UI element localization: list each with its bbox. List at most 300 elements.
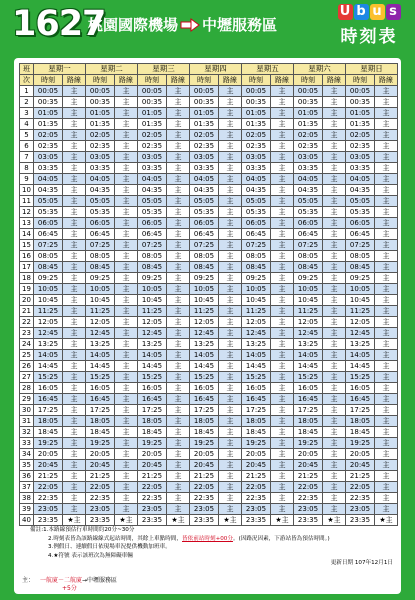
departure-time: 14:05 [138,350,167,361]
notes-line-2 [30,535,395,544]
time-column-header: 時刻 [34,75,63,86]
route-code: 主 [323,196,346,207]
route-column-header: 路線 [375,75,398,86]
origin-name: 桃園國際機場 [88,16,179,34]
route-code: 主 [375,328,398,339]
route-column-header: 路線 [115,75,138,86]
route-code: 主 [63,427,86,438]
departure-time: 12:05 [86,317,115,328]
route-code: 主 [271,306,294,317]
departure-time: 06:05 [138,218,167,229]
route-code: 主 [271,207,294,218]
departure-time: 04:05 [190,174,219,185]
route-code: 主 [271,493,294,504]
route-code: 主 [375,119,398,130]
note-item: 4.★符號 表示該班次為無障礙車輛 [48,552,133,559]
trip-number: 9 [20,174,34,185]
departure-time: 08:05 [138,251,167,262]
departure-time: 03:35 [294,163,323,174]
departure-time: 03:05 [190,152,219,163]
trip-number: 28 [20,383,34,394]
table-row [20,449,398,460]
route-code: 主 [323,240,346,251]
departure-time: 23:35 [242,515,271,526]
route-code: 主 [115,207,138,218]
route-code: 主 [63,163,86,174]
route-code: 主 [323,185,346,196]
departure-time: 18:05 [346,416,375,427]
departure-time: 21:25 [190,471,219,482]
route-code: 主 [63,251,86,262]
departure-time: 22:05 [138,482,167,493]
route-code: 主 [63,405,86,416]
departure-time: 21:25 [294,471,323,482]
departure-time: 12:45 [190,328,219,339]
route-code: 主 [271,86,294,97]
route-code: 主 [375,196,398,207]
table-row [20,482,398,493]
departure-time: 14:05 [86,350,115,361]
route-code: 主 [323,427,346,438]
trip-number: 4 [20,119,34,130]
departure-time: 08:05 [190,251,219,262]
departure-time: 06:45 [242,229,271,240]
route-code: 主 [219,97,242,108]
trip-number: 1 [20,86,34,97]
departure-time: 05:35 [190,207,219,218]
route-code: 主 [375,130,398,141]
route-code: 主 [167,504,190,515]
route-code: 主 [115,97,138,108]
route-code: 主 [115,361,138,372]
note-item: 1.本路線預估行車時間約20分~30分 [43,527,135,533]
departure-time: 19:25 [86,438,115,449]
departure-time: 00:05 [294,86,323,97]
route-code: 主 [375,141,398,152]
route-code: 主 [323,504,346,515]
route-code: 主 [115,218,138,229]
departure-time: 20:45 [242,460,271,471]
departure-time: 02:35 [242,141,271,152]
departure-time: 16:05 [34,383,63,394]
departure-time: 07:25 [294,240,323,251]
route-code: 主 [323,405,346,416]
departure-time: 03:35 [138,163,167,174]
route-code: 主 [219,383,242,394]
route-code: 主 [219,86,242,97]
departure-time: 20:45 [294,460,323,471]
departure-time: 23:05 [346,504,375,515]
route-code: 主 [271,284,294,295]
table-row [20,174,398,185]
day-header: 星期日 [346,64,398,75]
index-header-top: 班 [20,64,34,75]
table-row [20,504,398,515]
departure-time: 08:45 [294,262,323,273]
route-code: 主 [219,328,242,339]
departure-time: 23:35 [138,515,167,526]
departure-time: 02:05 [86,130,115,141]
departure-time: 20:05 [190,449,219,460]
departure-time: 16:05 [242,383,271,394]
table-row [20,141,398,152]
departure-time: 04:05 [138,174,167,185]
departure-time: 03:05 [242,152,271,163]
route-code: 主 [271,163,294,174]
table-row [20,86,398,97]
departure-time: 06:45 [34,229,63,240]
route-code: 主 [63,416,86,427]
route-code: 主 [167,119,190,130]
departure-time: 04:35 [34,185,63,196]
departure-time: 10:05 [138,284,167,295]
timetable-body [20,86,398,526]
route-code: 主 [375,449,398,460]
brand-letter: u [370,4,385,20]
route-code: 主 [375,229,398,240]
route-column-header: 路線 [63,75,86,86]
time-column-header: 時刻 [346,75,375,86]
departure-time: 15:25 [190,372,219,383]
route-code: 主 [271,350,294,361]
departure-time: 10:45 [294,295,323,306]
departure-time: 08:05 [346,251,375,262]
route-code: 主 [115,416,138,427]
route-code: 主 [375,372,398,383]
departure-time: 21:25 [346,471,375,482]
departure-time: 05:05 [190,196,219,207]
departure-time: 18:05 [86,416,115,427]
route-code: 主 [271,174,294,185]
trip-number: 23 [20,328,34,339]
departure-time: 16:45 [294,394,323,405]
departure-time: 07:25 [190,240,219,251]
route-code: 主 [63,317,86,328]
route-code: 主 [63,240,86,251]
route-code: ★主 [219,515,242,526]
timetable-sheet [14,58,401,594]
note-item-red: 皆依前站時刻+00分 [182,535,233,542]
route-code: 主 [323,97,346,108]
route-code: 主 [219,339,242,350]
departure-time: 20:05 [86,449,115,460]
route-code: 主 [375,405,398,416]
route-code: 主 [219,306,242,317]
trip-number: 17 [20,262,34,273]
departure-time: 10:45 [242,295,271,306]
route-code: 主 [323,438,346,449]
departure-time: 09:25 [138,273,167,284]
departure-time: 13:25 [34,339,63,350]
departure-time: 20:45 [190,460,219,471]
departure-time: 05:35 [242,207,271,218]
table-row [20,372,398,383]
departure-time: 18:45 [34,427,63,438]
departure-time: 01:35 [138,119,167,130]
departure-time: 12:05 [138,317,167,328]
departure-time: 07:25 [34,240,63,251]
departure-time: 02:35 [34,141,63,152]
departure-time: 17:25 [34,405,63,416]
route-code: 主 [167,141,190,152]
route-code: 主 [375,394,398,405]
departure-time: 23:35 [34,515,63,526]
route-code: 主 [115,339,138,350]
departure-time: 16:45 [34,394,63,405]
departure-time: 01:05 [294,108,323,119]
departure-time: 03:05 [86,152,115,163]
route-code: 主 [271,383,294,394]
departure-time: 06:05 [242,218,271,229]
route-code: 主 [63,372,86,383]
time-column-header: 時刻 [190,75,219,86]
departure-time: 04:05 [346,174,375,185]
trip-number: 33 [20,438,34,449]
route-code: 主 [63,152,86,163]
departure-time: 01:35 [346,119,375,130]
route-code: 主 [271,471,294,482]
departure-time: 00:35 [138,97,167,108]
route-code: 主 [63,207,86,218]
route-code: 主 [167,185,190,196]
route-code: 主 [271,97,294,108]
route-code: 主 [115,471,138,482]
departure-time: 11:25 [86,306,115,317]
route-code: 主 [63,394,86,405]
departure-time: 10:05 [190,284,219,295]
departure-time: 14:45 [138,361,167,372]
departure-time: 00:35 [294,97,323,108]
route-code: 主 [63,141,86,152]
route-code: 主 [115,86,138,97]
route-code: 主 [219,163,242,174]
route-code: 主 [167,306,190,317]
route-code: 主 [375,339,398,350]
note-item: 3.例假日、連續假日依現場車況提供機動加班車。 [48,544,171,551]
route-code: 主 [167,328,190,339]
route-code: ★主 [271,515,294,526]
route-code: 主 [219,504,242,515]
departure-time: 00:35 [34,97,63,108]
departure-time: 09:25 [294,273,323,284]
departure-time: 11:25 [190,306,219,317]
trip-number: 27 [20,372,34,383]
route-code: 主 [115,317,138,328]
route-code: 主 [219,119,242,130]
table-row [20,130,398,141]
route-code: 主 [323,460,346,471]
route-code: 主 [375,108,398,119]
brand-box [331,4,407,48]
departure-time: 08:45 [138,262,167,273]
trip-number: 6 [20,141,34,152]
table-row [20,97,398,108]
departure-time: 12:45 [138,328,167,339]
departure-time: 22:05 [34,482,63,493]
destination-name: 中壢服務區 [202,16,278,34]
departure-time: 22:35 [34,493,63,504]
route-code: 主 [115,174,138,185]
departure-time: 16:45 [138,394,167,405]
route-code: 主 [115,284,138,295]
route-code: 主 [63,218,86,229]
route-code: 主 [323,471,346,482]
route-code: 主 [375,207,398,218]
departure-time: 08:05 [242,251,271,262]
departure-time: 18:05 [34,416,63,427]
route-code: 主 [271,504,294,515]
departure-time: 01:05 [190,108,219,119]
arrow-right-icon [180,18,200,32]
legend-offset: +5分 [62,585,77,592]
route-code: 主 [323,174,346,185]
departure-time: 12:05 [294,317,323,328]
departure-time: 18:05 [190,416,219,427]
departure-time: 22:05 [346,482,375,493]
departure-time: 18:05 [294,416,323,427]
route-code: 主 [219,361,242,372]
route-code: 主 [115,449,138,460]
departure-time: 06:45 [138,229,167,240]
route-code: 主 [167,218,190,229]
route-code: 主 [63,328,86,339]
trip-number: 16 [20,251,34,262]
trip-number: 2 [20,97,34,108]
route-code: 主 [167,361,190,372]
route-code: 主 [323,86,346,97]
route-code: 主 [323,339,346,350]
route-code: 主 [323,218,346,229]
table-row [20,361,398,372]
legend-area [22,575,399,594]
departure-time: 05:35 [34,207,63,218]
legend-route-red: 一航廈－二航廈 [40,577,83,584]
route-code: 主 [219,262,242,273]
route-code: 主 [115,119,138,130]
departure-time: 06:05 [86,218,115,229]
table-row [20,108,398,119]
route-code: 主 [323,207,346,218]
departure-time: 11:25 [242,306,271,317]
departure-time: 06:05 [346,218,375,229]
departure-time: 09:25 [346,273,375,284]
route-code: 主 [271,394,294,405]
route-code: 主 [167,130,190,141]
route-code: 主 [271,251,294,262]
departure-time: 12:05 [346,317,375,328]
route-code: 主 [271,240,294,251]
trip-number: 35 [20,460,34,471]
route-code: 主 [115,493,138,504]
departure-time: 09:25 [190,273,219,284]
trip-number: 10 [20,185,34,196]
departure-time: 14:45 [346,361,375,372]
table-row [20,284,398,295]
route-code: 主 [167,460,190,471]
route-code: 主 [63,97,86,108]
departure-time: 00:05 [190,86,219,97]
departure-time: 04:35 [190,185,219,196]
route-code: 主 [323,383,346,394]
route-code: 主 [115,229,138,240]
route-code: 主 [375,482,398,493]
day-header: 星期六 [294,64,346,75]
departure-time: 20:45 [346,460,375,471]
departure-time: 03:35 [346,163,375,174]
table-row [20,119,398,130]
route-code: 主 [219,130,242,141]
route-code: 主 [63,273,86,284]
departure-time: 23:35 [294,515,323,526]
departure-time: 08:45 [86,262,115,273]
departure-time: 01:05 [86,108,115,119]
route-code: 主 [167,251,190,262]
route-code: 主 [375,438,398,449]
route-code: 主 [271,229,294,240]
route-code: 主 [271,449,294,460]
route-code: 主 [63,130,86,141]
departure-time: 21:25 [34,471,63,482]
departure-time: 04:35 [138,185,167,196]
departure-time: 08:45 [190,262,219,273]
departure-time: 23:05 [138,504,167,515]
departure-time: 11:25 [138,306,167,317]
route-code: 主 [271,339,294,350]
route-code: 主 [115,196,138,207]
trip-number: 12 [20,207,34,218]
departure-time: 13:25 [242,339,271,350]
route-code: 主 [219,427,242,438]
route-code: 主 [323,306,346,317]
departure-time: 16:45 [86,394,115,405]
departure-time: 11:25 [294,306,323,317]
route-code: 主 [375,251,398,262]
departure-time: 00:05 [242,86,271,97]
trip-number: 37 [20,482,34,493]
departure-time: 14:05 [294,350,323,361]
trip-number: 40 [20,515,34,526]
departure-time: 20:45 [34,460,63,471]
table-row [20,515,398,526]
departure-time: 16:05 [138,383,167,394]
route-code: 主 [115,350,138,361]
route-code: 主 [167,229,190,240]
route-code: 主 [323,493,346,504]
departure-time: 07:25 [346,240,375,251]
departure-time: 14:45 [190,361,219,372]
table-row [20,185,398,196]
departure-time: 10:45 [190,295,219,306]
departure-time: 07:25 [138,240,167,251]
route-code: 主 [167,240,190,251]
route-code: 主 [375,284,398,295]
departure-time: 12:45 [34,328,63,339]
route-code: 主 [323,449,346,460]
route-code: 主 [115,394,138,405]
departure-time: 09:25 [86,273,115,284]
route-code: 主 [63,295,86,306]
departure-time: 13:25 [294,339,323,350]
departure-time: 04:05 [86,174,115,185]
route-code: 主 [271,460,294,471]
route-code: 主 [63,229,86,240]
route-code: 主 [167,262,190,273]
updated-date: 更新日期 107年12月1日 [330,560,393,567]
notes-title: 備註: [30,527,44,533]
route-code: 主 [167,405,190,416]
route-code: 主 [167,372,190,383]
route-code: ★主 [115,515,138,526]
